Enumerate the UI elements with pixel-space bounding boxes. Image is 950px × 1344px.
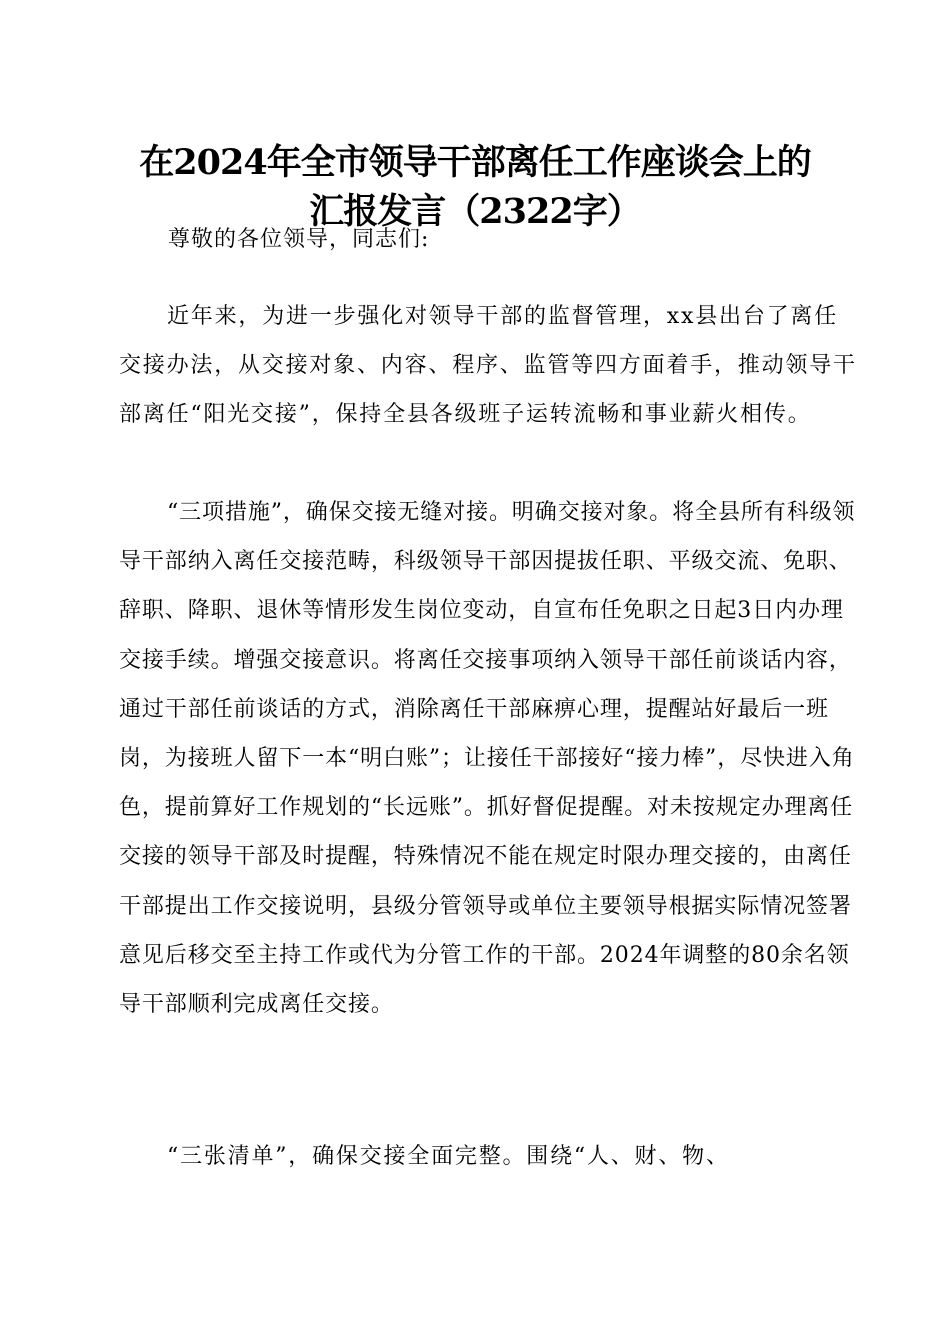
document-title-line-1: 在2024年全市领导干部离任工作座谈会上的 [139, 142, 811, 183]
salutation: 尊敬的各位领导，同志们: [168, 227, 430, 252]
paragraph-intro: 近年来，为进一步强化对领导干部的监督管理，xx县出台了离任交接办法，从交接对象、内容、程序、监管等四方面着手，推动领导干部离任“阳光交接”，保持全县各级班子运转流畅和事业薪火相传。 [119, 304, 857, 428]
paragraph-three-measures: “三项措施”，确保交接无缝对接。明确交接对象。将全县所有科级领导干部纳入离任交接范畴，科级领导干部因提拔任职、平级交流、免职、辞职、降职、退休等情形发生岗位变动，自宣布任免职之日起3日内办理交接手续。增强交接意识。将离任交接事项纳入领导干部任前谈话内容，通过干部任前谈话的方式，消除离任干部麻痹心理，提醒站好最后一班岗，为接班人留下一本“明白账”；让接任干部接好“接力棒”，尽快进入角色，提前算好工作规划的“长远账”。抓好督促提醒。对未按规定办理离任交接的领导干部及时提醒，特殊情况不能在规定时限办理交接的，由离任干部提出工作交接说明，县级分管领导或单位主要领导根据实际情况签署意见后移交至主持工作或代为分管工作的干部。2024年调整的80余名领导干部顺利完成离任交接。 [119, 500, 856, 1018]
document-title-line-2: 汇报发言（2322字） [309, 191, 641, 232]
paragraph-three-lists: “三张清单”，确保交接全面完整。围绕“人、财、物、 [167, 1144, 730, 1169]
